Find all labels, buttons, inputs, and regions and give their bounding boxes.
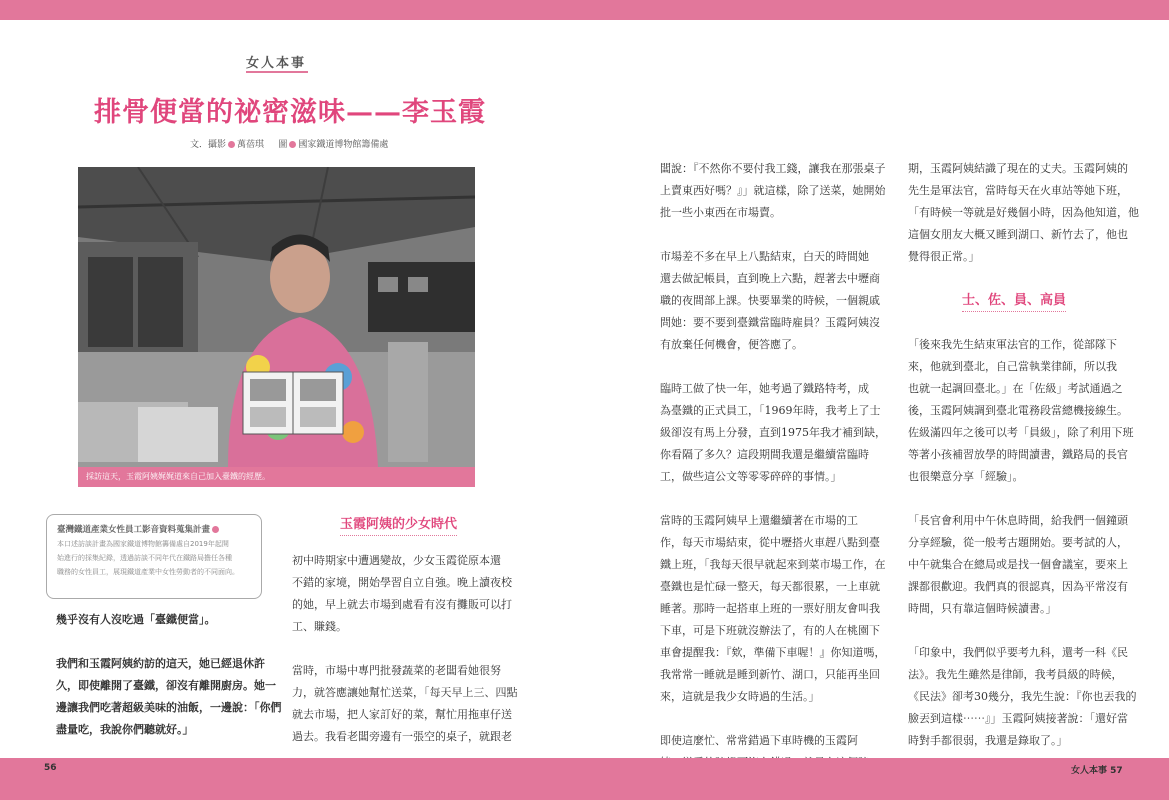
text-line: 幾乎沒有人沒吃過「臺鐵便當」。 bbox=[56, 613, 216, 626]
page-number-right bbox=[1071, 763, 1123, 776]
text-column-1 bbox=[56, 609, 282, 763]
text-line: 先生是軍法官，當時每天在火車站等她下班， bbox=[908, 184, 1128, 197]
text-line: 上賣東西好嗎？』」就這樣，除了送菜，她開始 bbox=[660, 184, 886, 197]
section-label-underline bbox=[246, 71, 308, 73]
paragraph bbox=[292, 550, 514, 638]
text-line: 覺得很正常。」 bbox=[908, 250, 980, 263]
text-line: 臺鐵也是忙碌一整天，每天都很累，一上車就 bbox=[660, 580, 880, 593]
text-line: 課都很歡迎。我們真的很認真，因為平常沒有 bbox=[908, 580, 1128, 593]
photo-illustration bbox=[78, 167, 475, 487]
text-column-3 bbox=[660, 158, 886, 796]
text-line: 分享經驗，從一般考古題開始。要考試的人， bbox=[908, 536, 1128, 549]
paragraph bbox=[56, 653, 282, 741]
text-line: 下車，可是下班就沒辦法了，有的人在桃園下 bbox=[660, 624, 880, 637]
text-line: 車會提醒我：『欸，準備下車喔！』你知道嗎， bbox=[660, 646, 886, 659]
text-line: 闆說：『不然你不要付我工錢，讓我在那張桌子 bbox=[660, 162, 886, 175]
subhead-spacer bbox=[908, 290, 1130, 334]
info-box-title: 臺灣鐵道產業女性員工影音資料蒐集計畫 bbox=[57, 523, 251, 535]
text-line: 來，這就是我少女時過的生活。」 bbox=[660, 690, 820, 703]
paragraph bbox=[908, 642, 1137, 752]
subhead-youth: 玉霞阿姨的少女時代 bbox=[340, 513, 457, 536]
page-number: 57 bbox=[1110, 766, 1123, 776]
text-line: 久，即使離開了臺鐵，卻沒有離開廚房。她一 bbox=[56, 679, 276, 692]
paragraph bbox=[660, 246, 882, 356]
text-line: 臉丟到這樣⋯⋯』」玉霞阿姨接著說：「還好當 bbox=[908, 712, 1128, 725]
text-line: 「長官會利用中午休息時間，給我們一個鐘頭 bbox=[908, 514, 1128, 527]
text-column-4 bbox=[908, 158, 1139, 774]
bullet-dot-icon bbox=[228, 141, 235, 148]
text-line: 過去。我看老闆旁邊有一張空的桌子，就跟老 bbox=[292, 730, 512, 743]
text-line: 等著小孩補習放學的時間讀書，鐵路局的長官 bbox=[908, 448, 1128, 461]
paragraph bbox=[660, 158, 886, 224]
credits bbox=[190, 137, 388, 150]
paragraph bbox=[908, 334, 1134, 488]
text-line: 批一些小東西在市場賣。 bbox=[660, 206, 781, 219]
page-number-left: 56 bbox=[44, 763, 57, 773]
text-line: 這個女朋友大概又睡到湖口、新竹去了，他也 bbox=[908, 228, 1128, 241]
paragraph bbox=[56, 609, 256, 631]
article-title: 排骨便當的祕密滋味——李玉霞 bbox=[94, 97, 486, 128]
section-label: 女人本事 bbox=[246, 56, 307, 71]
text-line: 臨時工做了快一年，她考過了鐵路特考，成 bbox=[660, 382, 869, 395]
paragraph bbox=[908, 158, 1139, 268]
text-column-4-top bbox=[908, 158, 1139, 268]
text-line: 市場差不多在早上八點結束，白天的時間她 bbox=[660, 250, 869, 263]
text-line: 也很樂意分享「經驗」。 bbox=[908, 470, 1024, 483]
paragraph bbox=[660, 378, 886, 488]
text-line: 我常常一睡就是睡到新竹、湖口，只能再坐回 bbox=[660, 668, 880, 681]
text-line: 鐵上班，「我每天很早就起來到菜市場工作，在 bbox=[660, 558, 886, 571]
project-info-box bbox=[46, 514, 262, 599]
bottom-band bbox=[0, 758, 1169, 800]
text-line: 邊讓我們吃著超級美味的油飯，一邊說：「你們 bbox=[56, 701, 282, 714]
text-line: 睡著。那時一起搭車上班的一票好朋友會叫我 bbox=[660, 602, 880, 615]
author-prefix: 文．攝影 bbox=[190, 140, 227, 150]
top-band bbox=[0, 0, 1169, 20]
info-box-line: 職務的女性員工，展現鐵道產業中女性勞動者的不同面向。 bbox=[57, 568, 239, 576]
text-line: 時對手都很弱，我還是錄取了。」 bbox=[908, 734, 1068, 747]
text-line: 力，就答應讓她幫忙送菜，「每天早上三、四點 bbox=[292, 686, 518, 699]
info-box-line: 始進行的採集紀錄，透過訪談不同年代在鐵路局擔任各種 bbox=[57, 554, 232, 562]
text-line: 當時，市場中專門批發蔬菜的老闆看她很努 bbox=[292, 664, 501, 677]
text-line: 中午就集合在總局或是找一個會議室，要來上 bbox=[908, 558, 1128, 571]
text-column-2 bbox=[292, 550, 518, 770]
interview-photo bbox=[78, 167, 475, 487]
text-line: 就去市場，把人家訂好的菜，幫忙用拖車仔送 bbox=[292, 708, 512, 721]
text-column-4-bottom bbox=[908, 334, 1137, 752]
paragraph bbox=[908, 510, 1130, 620]
text-line: 作，每天市場結束，從中壢搭火車趕八點到臺 bbox=[660, 536, 880, 549]
text-line: 也就一起調回臺北。」在「佐級」考試通過之 bbox=[908, 382, 1123, 395]
bullet-dot-icon bbox=[212, 526, 219, 533]
photo-caption: 採訪這天，玉霞阿姨娓娓道來自己加入臺鐵的經歷。 bbox=[86, 472, 270, 481]
text-line: 職的夜間部上課。快要畢業的時候，一個親戚 bbox=[660, 294, 880, 307]
text-line: 還去做記帳員，直到晚上六點，趕著去中壢商 bbox=[660, 272, 880, 285]
text-line: 你看隔了多久？這段期間我還是繼續當臨時 bbox=[660, 448, 869, 461]
subhead-ranks: 士、佐、員、高員 bbox=[962, 289, 1066, 312]
text-line: 有放棄任何機會，便答應了。 bbox=[660, 338, 803, 351]
text-line: 法》。我先生雖然是律師，我考員級的時候， bbox=[908, 668, 1123, 681]
text-line: 「有時候一等就是好幾個小時，因為他知道，他 bbox=[908, 206, 1139, 219]
text-line: 不錯的家境，開始學習自立自強。晚上讀夜校 bbox=[292, 576, 512, 589]
text-line: 即使這麼忙、常常錯過下車時機的玉霞阿 bbox=[660, 734, 858, 747]
text-line: 工，做些這公文等零零碎碎的事情。」 bbox=[660, 470, 842, 483]
text-line: 期，玉霞阿姨結識了現在的丈夫。玉霞阿姨的 bbox=[908, 162, 1128, 175]
text-line: 初中時期家中遭遇變故，少女玉霞從原本還 bbox=[292, 554, 501, 567]
text-line: 來，他就到臺北，自己當執業律師，所以我 bbox=[908, 360, 1117, 373]
image-prefix: 圖 bbox=[278, 140, 288, 150]
text-line: 當時的玉霞阿姨早上還繼續著在市場的工 bbox=[660, 514, 858, 527]
paragraph bbox=[660, 510, 886, 708]
text-line: 工、賺錢。 bbox=[292, 620, 347, 633]
author-name: 萬蓓琪 bbox=[237, 140, 265, 150]
paragraph bbox=[292, 660, 518, 748]
bullet-dot-icon bbox=[289, 141, 296, 148]
text-line: 級卻沒有馬上分發，直到1975年我才補到缺， bbox=[660, 426, 886, 439]
text-line: 《民法》卻考30幾分，我先生說：『你也丟我的 bbox=[908, 690, 1137, 703]
text-line: 時間，只有靠這個時候讀書。」 bbox=[908, 602, 1057, 615]
text-line: 佐級滿四年之後可以考「員級」，除了利用下班 bbox=[908, 426, 1134, 439]
text-line: 盡量吃，我說你們聽就好。」 bbox=[56, 723, 194, 736]
info-box-line: 本口述訪談計畫為國家鐵道博物館籌備處自2019年起開 bbox=[57, 540, 229, 548]
running-header: 女人本事 bbox=[1071, 766, 1108, 776]
text-line: 為臺鐵的正式員工，「1969年時，我考上了士 bbox=[660, 404, 881, 417]
text-line: 的她，早上就去市場到處看有沒有攤販可以打 bbox=[292, 598, 512, 611]
text-line: 我們和玉霞阿姨約訪的這天，她已經退休許 bbox=[56, 657, 265, 670]
text-line: 問她：要不要到臺鐵當臨時雇員？玉霞阿姨沒 bbox=[660, 316, 880, 329]
text-line: 「印象中，我們似乎要考九科，還考一科《民 bbox=[908, 646, 1128, 659]
image-source: 國家鐵道博物館籌備處 bbox=[298, 140, 389, 150]
text-line: 後，玉霞阿姨調到臺北電務段當總機接線生。 bbox=[908, 404, 1128, 417]
text-line: 「後來我先生結束軍法官的工作，從部隊下 bbox=[908, 338, 1117, 351]
